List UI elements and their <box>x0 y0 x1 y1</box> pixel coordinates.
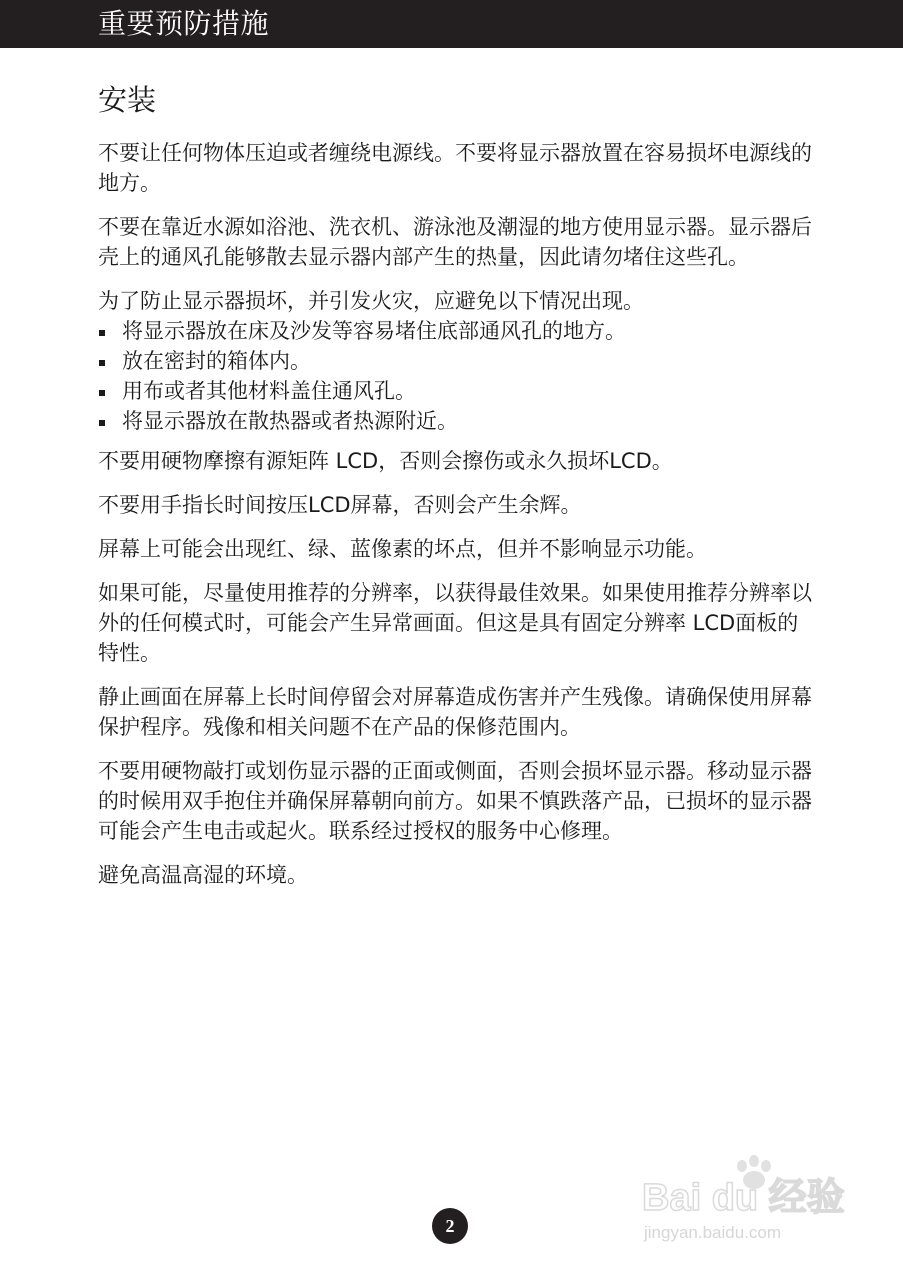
bullet-text: 用布或者其他材料盖住通风孔。 <box>122 379 416 403</box>
paragraph: 避免高温高湿的环境。 <box>98 863 308 887</box>
bullet-item <box>98 316 818 346</box>
square-bullet-icon <box>99 360 105 366</box>
bullet-list <box>98 316 818 436</box>
watermark-brand: Bai du 经验 <box>642 1177 845 1219</box>
bullet-text: 将显示器放在散热器或者热源附近。 <box>122 409 458 433</box>
square-bullet-icon <box>99 330 105 336</box>
bullet-text: 放在密封的箱体内。 <box>122 349 311 373</box>
bullet-text: 将显示器放在床及沙发等容易堵住底部通风孔的地方。 <box>122 319 626 343</box>
paragraph: 屏幕上可能会出现红、绿、蓝像素的坏点，但并不影响显示功能。 <box>98 537 707 561</box>
header-bar <box>0 0 903 48</box>
paragraph: 不要用手指长时间按压LCD屏幕，否则会产生余辉。 <box>98 493 582 517</box>
page-number: 2 <box>432 1208 468 1244</box>
paragraph: 不要用硬物摩擦有源矩阵 LCD，否则会擦伤或永久损坏LCD。 <box>98 449 673 473</box>
bullet-item <box>98 346 818 376</box>
bullet-item <box>98 376 818 406</box>
paragraph: 为了防止显示器损坏，并引发火灾，应避免以下情况出现。 <box>98 289 644 313</box>
bullet-item <box>98 406 818 436</box>
header-title: 重要预防措施 <box>98 7 270 40</box>
square-bullet-icon <box>99 420 105 426</box>
section-title: 安装 <box>98 83 157 117</box>
paragraph: 不要在靠近水源如浴池、洗衣机、游泳池及潮湿的地方使用显示器。显示器后壳上的通风孔能够散去显示器内部产生的热量，因此请勿堵住这些孔。 <box>98 215 812 269</box>
paragraph: 静止画面在屏幕上长时间停留会对屏幕造成伤害并产生残像。请确保使用屏幕保护程序。残像和相关问题不在产品的保修范围内。 <box>98 685 812 739</box>
paragraph: 不要让任何物体压迫或者缠绕电源线。不要将显示器放置在容易损坏电源线的地方。 <box>98 141 812 195</box>
watermark-url: jingyan.baidu.com <box>644 1223 782 1242</box>
square-bullet-icon <box>99 390 105 396</box>
paragraph: 不要用硬物敲打或划伤显示器的正面或侧面，否则会损坏显示器。移动显示器的时候用双手抱住并确保屏幕朝向前方。如果不慎跌落产品，已损坏的显示器可能会产生电击或起火。联系经过授权的服务中心修理。 <box>98 759 812 843</box>
baidu-jingyan-watermark <box>640 1150 880 1250</box>
content <box>98 80 818 904</box>
paragraph: 如果可能，尽量使用推荐的分辨率，以获得最佳效果。如果使用推荐分辨率以外的任何模式时，可能会产生异常画面。但这是具有固定分辨率 LCD面板的特性。 <box>98 581 812 665</box>
